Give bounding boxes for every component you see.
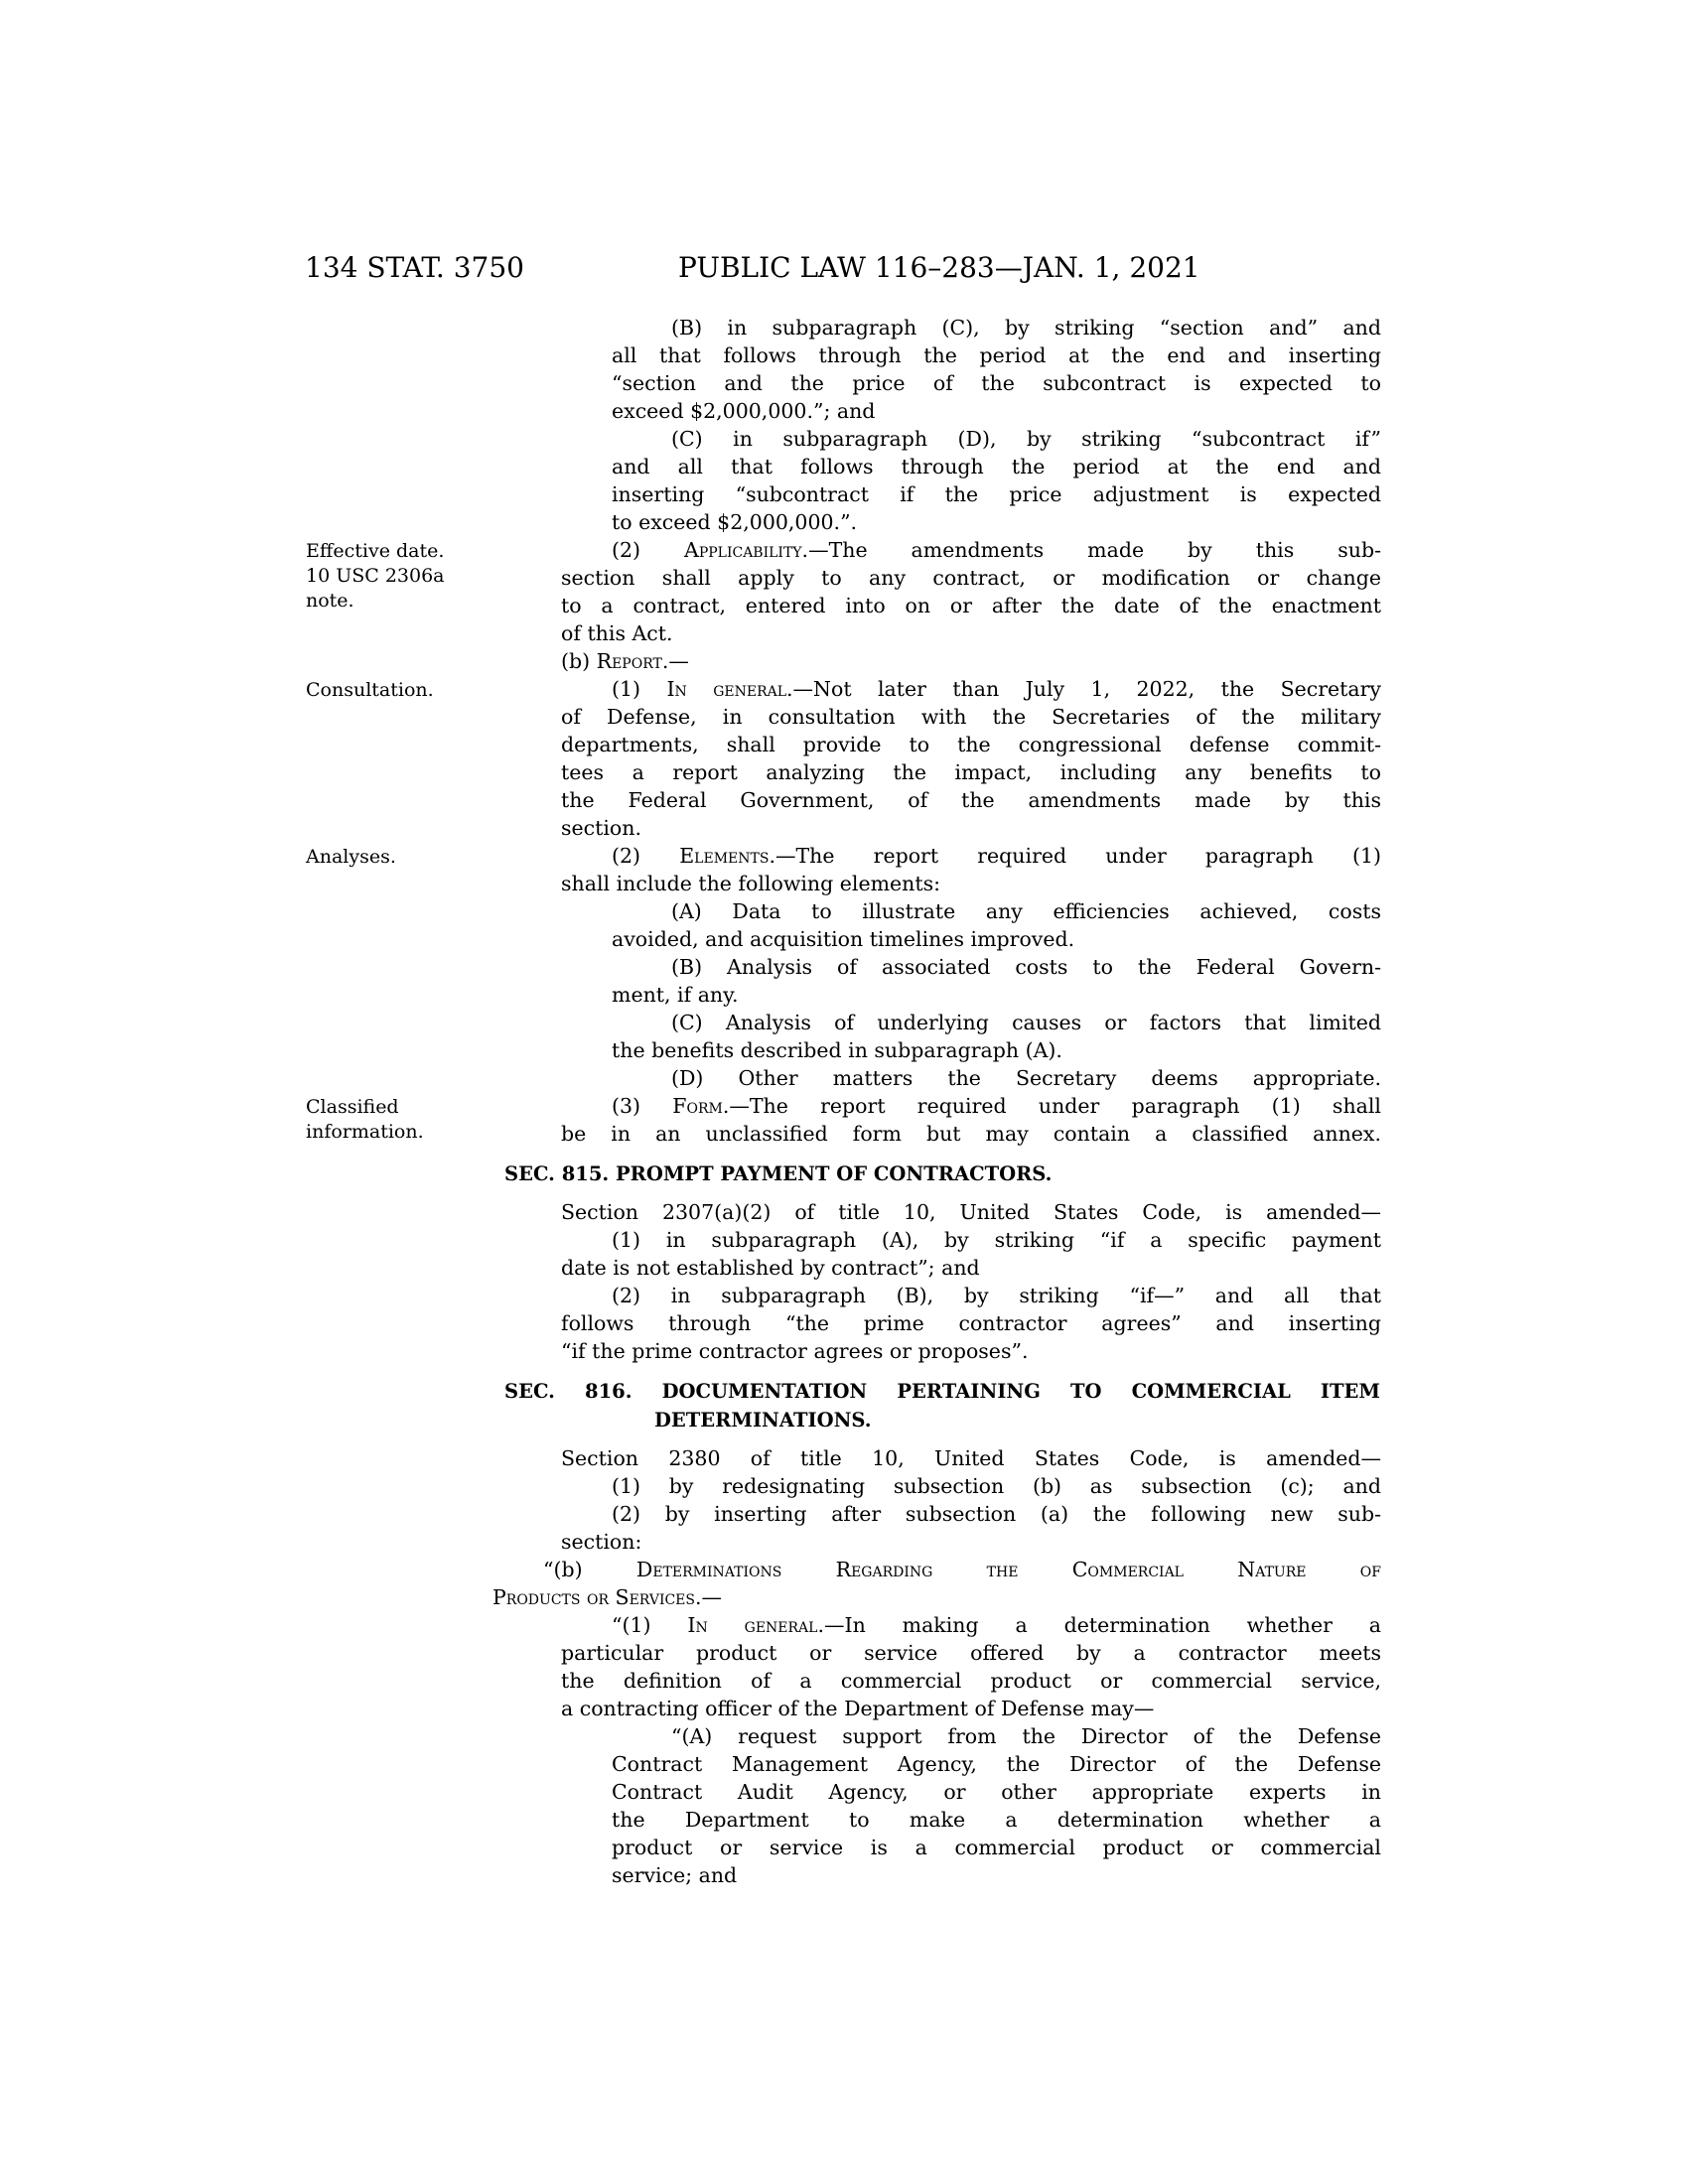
text-run: (b) — [561, 649, 597, 673]
text-run: of Defense, in consultation with the Secretaries of the military — [561, 705, 1381, 729]
text-run: to exceed $2,000,000.”. — [612, 510, 858, 534]
body-line — [537, 1120, 1381, 1148]
text-run: ment, if any. — [612, 983, 739, 1007]
body-line — [537, 1722, 1381, 1750]
margin-note-line: 10 USC 2306a — [306, 565, 445, 587]
margin-note — [306, 1095, 504, 1145]
text-run: all that follows through the period at the end and inserting — [612, 343, 1381, 367]
text-run: Report — [596, 649, 662, 673]
body-line — [537, 953, 1381, 981]
text-run: (2) — [612, 844, 680, 868]
body-line — [537, 1834, 1381, 1861]
page-header-stat-number: 134 STAT. 3750 — [305, 251, 524, 284]
margin-note-line: note. — [306, 590, 354, 612]
body-line — [537, 1226, 1381, 1254]
text-run: the Federal Government, of the amendments made by this — [561, 788, 1381, 812]
text-run: a contracting officer of the Department of Defense may— — [561, 1697, 1155, 1720]
text-run: (A) Data to illustrate any efficiencies achieved, costs — [671, 899, 1381, 923]
body-column — [492, 314, 1381, 1889]
text-run: Contract Management Agency, the Director of the Defense — [612, 1752, 1381, 1776]
page-header-law-title: PUBLIC LAW 116–283—JAN. 1, 2021 — [678, 251, 1200, 284]
body-line — [537, 369, 1381, 397]
body-line — [537, 870, 1381, 897]
body-line — [537, 1198, 1381, 1226]
text-run: the Department to make a determination whether a — [612, 1808, 1381, 1832]
text-run: the definition of a commercial product or commercial service, — [561, 1669, 1381, 1693]
text-run: (2) by inserting after subsection (a) the following new sub- — [612, 1502, 1381, 1526]
body-line — [537, 1611, 1381, 1639]
text-run: (B) in subparagraph (C), by striking “section and” and — [671, 316, 1381, 340]
body-line — [537, 314, 1381, 341]
text-run: “(b) — [543, 1558, 636, 1581]
body-line — [537, 1556, 1381, 1583]
text-run: (2) in subparagraph (B), by striking “if—” and all that — [612, 1284, 1381, 1307]
text-run: .— — [695, 1585, 723, 1609]
body-line — [537, 842, 1381, 870]
margin-note — [306, 539, 504, 614]
body-line — [492, 1583, 1381, 1611]
body-line — [537, 1472, 1381, 1500]
text-run: In general — [687, 1613, 818, 1637]
body-line — [537, 1092, 1381, 1120]
body-line — [537, 1695, 1381, 1722]
text-run: .—The report required under paragraph (1) shall — [722, 1094, 1381, 1118]
text-run: shall include the following elements: — [561, 872, 941, 895]
body-line — [537, 1528, 1381, 1556]
text-run: Applicability — [684, 538, 802, 562]
text-run: (2) — [612, 538, 685, 562]
text-run: .—The report required under paragraph (1) — [769, 844, 1381, 868]
text-run: “section and the price of the subcontract is expected to — [612, 371, 1381, 395]
text-run: section: — [561, 1530, 642, 1554]
text-run: the benefits described in subparagraph (A). — [612, 1038, 1062, 1062]
text-run: .—Not later than July 1, 2022, the Secretary — [786, 677, 1381, 701]
body-line — [537, 1064, 1381, 1092]
text-run: Section 2307(a)(2) of title 10, United States Code, is amended— — [561, 1200, 1381, 1224]
text-run: “(A) request support from the Director of the Defense — [671, 1724, 1381, 1748]
text-run: (3) — [612, 1094, 673, 1118]
body-line — [537, 897, 1381, 925]
text-run: be in an unclassified form but may contain a classified annex. — [561, 1122, 1381, 1146]
margin-note-line: Effective date. — [306, 540, 445, 562]
text-run: (1) by redesignating subsection (b) as subsection (c); and — [612, 1474, 1381, 1498]
body-line — [537, 480, 1381, 508]
text-run: to a contract, entered into on or after the date of the enactment — [561, 594, 1381, 617]
body-line — [537, 453, 1381, 480]
text-run: particular product or service offered by a contractor meets — [561, 1641, 1381, 1665]
text-run: Products or Services — [492, 1585, 695, 1609]
body-line — [537, 1861, 1381, 1889]
body-line — [537, 1750, 1381, 1778]
margin-note-line: Consultation. — [306, 679, 434, 701]
body-line — [537, 731, 1381, 758]
text-run: Section 2380 of title 10, United States Code, is amended— — [561, 1446, 1381, 1470]
section-heading-line: SEC. 816. DOCUMENTATION PERTAINING TO COMMERCIAL ITEM — [504, 1380, 1380, 1403]
text-run: exceed $2,000,000.”; and — [612, 399, 876, 423]
body-line — [537, 1639, 1381, 1667]
text-run: Elements — [679, 844, 770, 868]
body-line — [537, 758, 1381, 786]
text-run: service; and — [612, 1863, 738, 1887]
margin-note — [306, 678, 504, 703]
body-line — [537, 981, 1381, 1009]
body-line — [537, 564, 1381, 592]
text-run: of this Act. — [561, 621, 673, 645]
text-run: section. — [561, 816, 641, 840]
text-run: (1) — [612, 677, 667, 701]
body-line — [537, 1667, 1381, 1695]
body-line — [537, 1254, 1381, 1282]
text-run: .— — [661, 649, 689, 673]
body-line — [537, 1778, 1381, 1806]
text-run: (1) in subparagraph (A), by striking “if a specific payment — [612, 1228, 1381, 1252]
text-run: inserting “subcontract if the price adjustment is expected — [612, 482, 1381, 506]
section-heading — [504, 1160, 1380, 1188]
text-run: follows through “the prime contractor agrees” and inserting — [561, 1311, 1381, 1335]
text-run: and all that follows through the period at the end and — [612, 455, 1381, 478]
body-line — [537, 1806, 1381, 1834]
section-heading-line: DETERMINATIONS. — [654, 1409, 872, 1432]
text-run: section shall apply to any contract, or modification or change — [561, 566, 1381, 590]
body-line — [537, 619, 1381, 647]
text-run: (C) Analysis of underlying causes or factors that limited — [671, 1011, 1381, 1034]
text-run: departments, shall provide to the congressional defense commit- — [561, 733, 1381, 756]
section-heading-line: SEC. 815. PROMPT PAYMENT OF CONTRACTORS. — [504, 1162, 1053, 1185]
text-run: .—In making a determination whether a — [817, 1613, 1381, 1637]
body-line — [537, 1036, 1381, 1064]
text-run: Contract Audit Agency, or other appropriate experts in — [612, 1780, 1381, 1804]
margin-note-line: Analyses. — [306, 846, 396, 868]
text-run: “if the prime contractor agrees or proposes”. — [561, 1339, 1029, 1363]
text-run: (D) Other matters the Secretary deems appropriate. — [671, 1066, 1381, 1090]
body-line — [537, 1282, 1381, 1309]
body-line — [537, 1009, 1381, 1036]
text-run: date is not established by contract”; and — [561, 1256, 980, 1280]
body-line — [537, 786, 1381, 814]
body-line — [537, 341, 1381, 369]
margin-note-line: information. — [306, 1121, 424, 1143]
body-line — [537, 814, 1381, 842]
text-run: avoided, and acquisition timelines improved. — [612, 927, 1075, 951]
body-line — [537, 647, 1381, 675]
body-line — [537, 425, 1381, 453]
body-line — [537, 703, 1381, 731]
margin-note-line: Classified — [306, 1096, 399, 1118]
body-line — [537, 1309, 1381, 1337]
section-heading — [504, 1377, 1380, 1434]
text-run: product or service is a commercial product or commercial — [612, 1836, 1381, 1859]
text-run: (B) Analysis of associated costs to the Federal Govern- — [671, 955, 1381, 979]
text-run: Determinations Regarding the Commercial Nature of — [635, 1558, 1381, 1581]
body-line — [537, 397, 1381, 425]
body-line — [537, 675, 1381, 703]
text-run: In general — [666, 677, 787, 701]
body-line — [537, 508, 1381, 536]
body-line — [537, 1500, 1381, 1528]
body-line — [537, 925, 1381, 953]
text-run: Form — [672, 1094, 723, 1118]
body-line — [537, 536, 1381, 564]
text-run: “(1) — [612, 1613, 688, 1637]
margin-note — [306, 845, 504, 870]
body-line — [537, 592, 1381, 619]
text-run: .—The amendments made by this sub- — [801, 538, 1381, 562]
body-line — [537, 1337, 1381, 1365]
text-run: (C) in subparagraph (D), by striking “subcontract if” — [671, 427, 1381, 451]
body-line — [537, 1444, 1381, 1472]
text-run: tees a report analyzing the impact, including any benefits to — [561, 760, 1381, 784]
